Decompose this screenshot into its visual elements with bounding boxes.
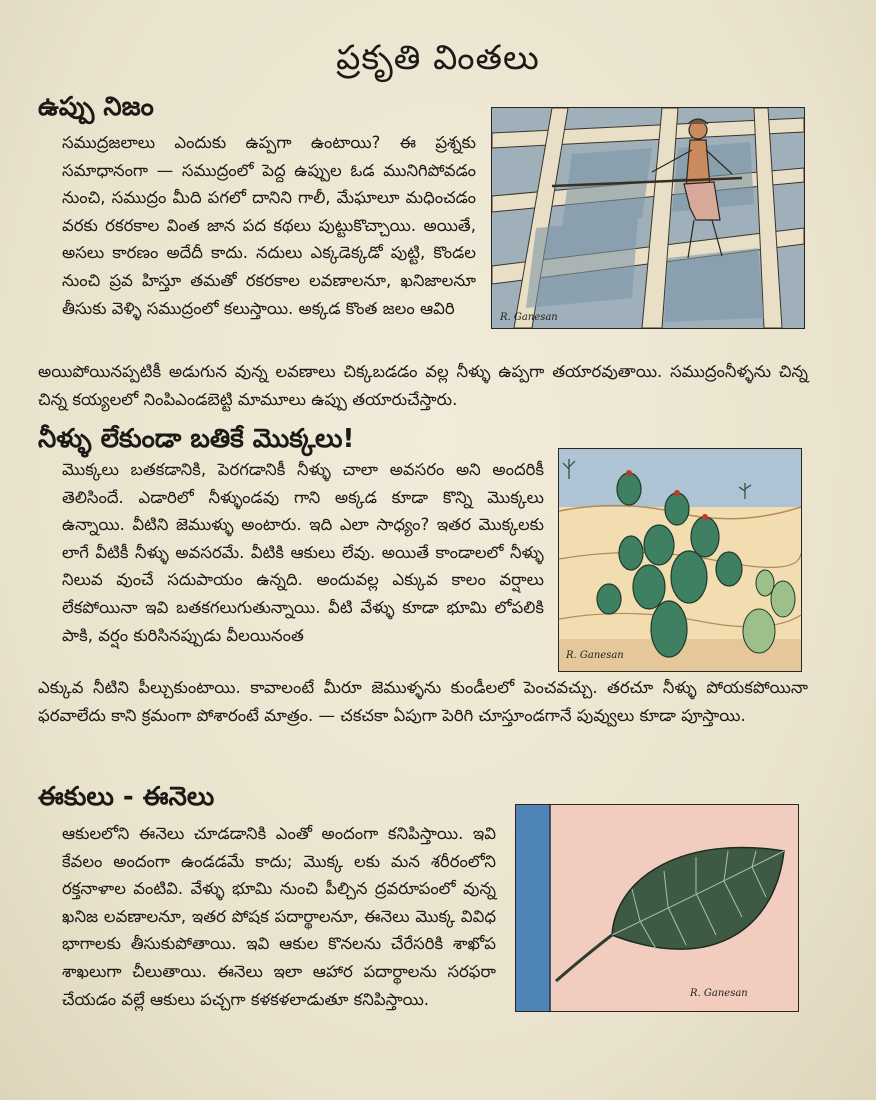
desert-cactus-illustration	[558, 448, 802, 672]
illustrator-signature: R. Ganesan	[690, 988, 748, 999]
illustrator-signature: R. Ganesan	[500, 312, 558, 323]
section-heading-salt: ఉప్పు నిజం	[38, 92, 154, 122]
leaf-veins-illustration	[515, 804, 799, 1012]
section-heading-leaf-veins: ఈకులు - ఈనెలు	[38, 782, 215, 812]
section-heading-cactus: నీళ్ళు లేకుండా బతికే మొక్కలు!	[38, 424, 355, 454]
section-paragraph-cactus: మొక్కలు బతకడానికి, పెరగడానికీ నీళ్ళు చాలా అవసరం అని అందరికీ తెలిసిందే. ఎడారిలో నీళ్ళుండవు గాని అక్కడ కూడా కొన్ని మొక్కలు ఉన్నాయి. వీటిని జెముళ్ళు అంటారు. ఇది ఎలా సాధ్యం? ఇతర మొక్కలకు లాగే వీటికీ నీళ్ళు అవసరమే. వీటికి ఆకులు లేవు. అయితే కాండాలలో నీళ్ళు నిలువ వుంచే సదుపాయం ఉన్నది. అందువల్ల ఎక్కువ కాలం వర్షాలు లేకపోయినా ఇవి బతకగలుగుతున్నాయి. వీటి వేళ్ళు కూడా భూమి లోపలికి పాకి, వర్షం కురిసినప్పుడు వీలయినంత	[62, 460, 544, 645]
section-paragraph-salt-continued: అయిపోయినప్పటికీ అడుగున వున్న లవణాలు చిక్కబడడం వల్ల నీళ్ళు ఉప్పగా తయారవుతాయి. సముద్రంనీళ్ళను చిన్న చిన్న కయ్యలలో నింపిఎండబెట్టి మామూలు ఉప్పు తయారుచేస్తారు.	[38, 362, 808, 409]
section-paragraph-salt: సముద్రజలాలు ఎందుకు ఉప్పగా ఉంటాయి? ఈ ప్రశ్నకు సమాధానంగా — సముద్రంలో పెద్ద ఉప్పుల ఓడ మునిగిపోవడం నుంచి, సముద్రం మీది పగలో దానిని గాలీ, మేఘాలూ మధించడం వరకు రకరకాల వింత జాన పద కథలు పుట్టుకొచ్చాయి. అయితే, అసలు కారణం అదేదీ కాదు. నదులు ఎక్కడెక్కడో పుట్టి, కొండల నుంచి ప్రవ హిస్తూ తమతో రకరకాల లవణాలనూ, ఖనిజాలనూ తీసుకు వెళ్ళి సముద్రంలో కలుస్తాయి. అక్కడ కొంత జలం ఆవిరి	[62, 133, 476, 318]
section-paragraph-leaf-veins: ఆకులలోని ఈనెలు చూడడానికి ఎంతో అందంగా కనిపిస్తాయి. ఇవి కేవలం అందంగా ఉండడమే కాదు; మొక్క లకు మన శరీరంలోని రక్తనాళాల వంటివి. వేళ్ళు భూమి నుంచి పీల్చిన ద్రవరూపంలో వున్న ఖనిజ లవణాలనూ, ఇతర పోషక పదార్థాలనూ, ఈనెలు మొక్క వివిధ భాగాలకు తీసుకుపోతాయి. ఇవి ఆకుల కొనలను చేరేసరికి శాఖోప శాఖలుగా చీలుతాయి. ఈనెలు ఇలా ఆహార పదార్థాలను సరఫరా చేయడం వల్లే ఆకులు పచ్చగా కళకళలాడుతూ కనిపిస్తాయి.	[62, 824, 496, 1009]
salt-pan-worker-illustration	[491, 107, 805, 329]
section-paragraph-cactus-continued: ఎక్కువ నీటిని పీల్చుకుంటాయి. కావాలంటే మీరూ జెముళ్ళను కుండీలలో పెంచవచ్చు. తరచూ నీళ్ళు పోయకపోయినా ఫరవాలేదు కాని క్రమంగా పోశారంటే మాత్రం. — చకచకా ఏపుగా పెరిగి చూస్తూండగానే పువ్వులు కూడా పూస్తాయి.	[38, 678, 808, 725]
illustrator-signature: R. Ganesan	[566, 650, 624, 661]
page-title: ప్రకృతి వింతలు	[336, 38, 540, 78]
